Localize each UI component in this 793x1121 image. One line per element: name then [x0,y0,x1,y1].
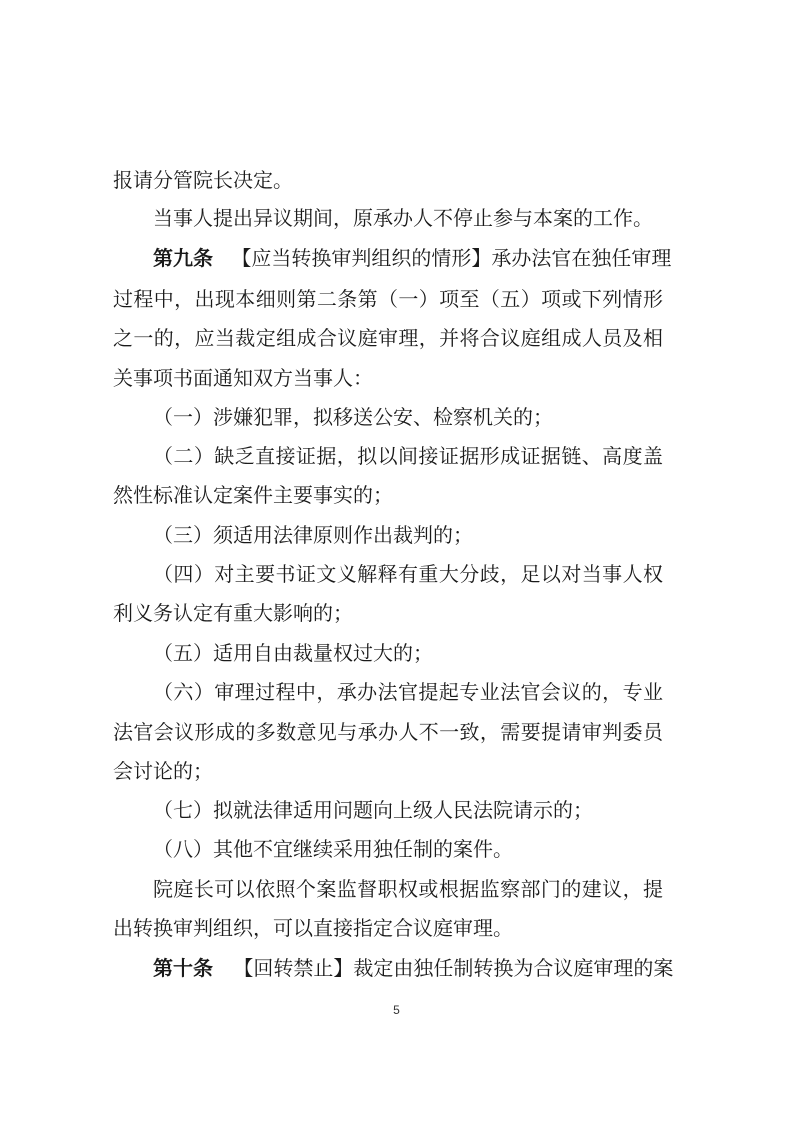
text-line: 当事人提出异议期间，原承办人不停止参与本案的工作。 [153,206,653,230]
text-line: 会讨论的； [113,759,213,783]
page-number: 5 [393,1003,400,1017]
text-line: 之一的，应当裁定组成合议庭审理，并将合议庭组成人员及相 [113,326,663,350]
list-item-3: （三）须适用法律原则作出裁判的； [153,523,473,547]
text-line: 然性标准认定案件主要事实的； [113,483,393,507]
list-item-2: （二）缺乏直接证据，拟以间接证据形成证据链、高度盖 [153,444,663,468]
article-10-title: 【回转禁止】 [233,956,354,980]
article-9-title: 【应当转换审判组织的情形】 [231,246,492,270]
text-line: 关事项书面通知双方当事人： [113,366,373,390]
text-line: 院庭长可以依照个案监督职权或根据监察部门的建议，提 [153,877,663,901]
text-line: 法官会议形成的多数意见与承办人不一致，需要提请审判委员 [113,720,663,744]
list-item-8: （八）其他不宜继续采用独任制的案件。 [153,837,513,861]
article-10-heading: 第十条 [153,956,213,980]
list-item-7: （七）拟就法律适用问题向上级人民法院请示的； [153,798,593,822]
text-line: 过程中，出现本细则第二条第（一）项至（五）项或下列情形 [113,287,663,311]
list-item-4: （四）对主要书证文义解释有重大分歧，足以对当事人权 [153,562,663,586]
article-9-first-line [153,244,671,272]
text-line: 利义务认定有重大影响的； [113,601,353,625]
text-fragment: 裁定由独任制转换为合议庭审理的案 [353,956,674,980]
article-9-heading: 第九条 [153,246,213,270]
list-item-5: （五）适用自由裁量权过大的； [153,641,433,665]
list-item-1: （一）涉嫌犯罪，拟移送公安、检察机关的； [153,405,553,429]
list-item-6: （六）审理过程中，承办法官提起专业法官会议的，专业 [153,680,663,704]
article-10-first-line [153,954,673,982]
text-line: 报请分管院长决定。 [113,168,293,192]
text-line: 出转换审判组织，可以直接指定合议庭审理。 [113,916,513,940]
text-fragment: 承办法官在独任审理 [491,246,672,270]
